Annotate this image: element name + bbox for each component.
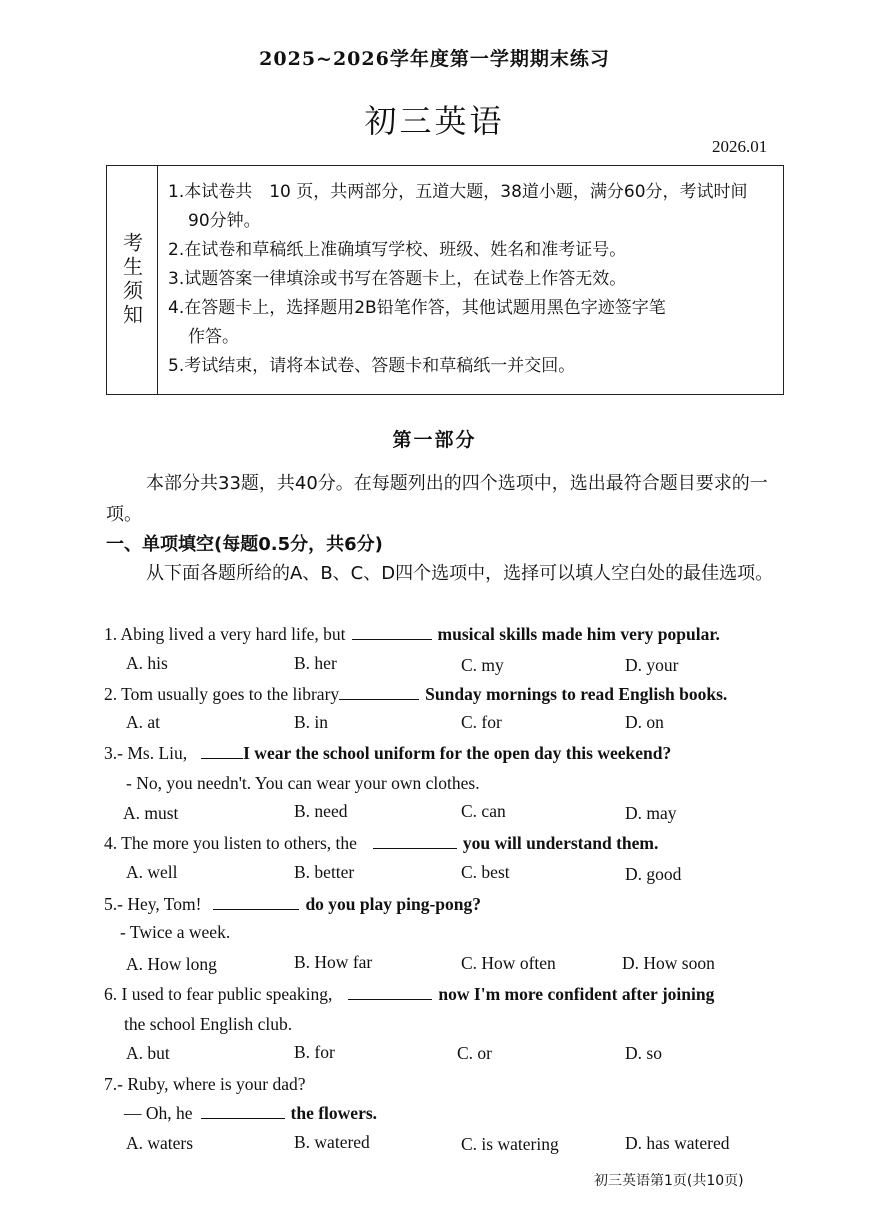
q5-option-d: D. How soon bbox=[622, 953, 715, 973]
part-intro: 本部分共33题，共40分。在每题列出的四个选项中，选出最符合题目要求的一项。 bbox=[106, 473, 768, 525]
notice-items bbox=[158, 166, 783, 394]
candidate-notice-box bbox=[106, 165, 784, 395]
answer-blank bbox=[352, 638, 432, 640]
answer-blank bbox=[213, 908, 299, 910]
question-3: 3.- Ms. Liu, I wear the school uniform for the open day this weekend? bbox=[104, 743, 672, 763]
q6-option-a: A. but bbox=[126, 1043, 170, 1063]
question-5-response: - Twice a week. bbox=[120, 922, 231, 942]
q5-option-c: C. How often bbox=[461, 953, 556, 973]
question-5: 5.- Hey, Tom! do you play ping-pong? bbox=[104, 894, 482, 914]
q1-option-d: D. your bbox=[625, 655, 679, 675]
q2-option-a: A. at bbox=[126, 712, 161, 732]
q7-option-c: C. is watering bbox=[461, 1134, 559, 1154]
q1-option-b: B. her bbox=[294, 653, 337, 673]
q2-option-c: C. for bbox=[461, 712, 502, 732]
exam-date: 2026.01 bbox=[712, 137, 768, 156]
part-title: 第一部分 bbox=[392, 429, 477, 451]
answer-blank bbox=[201, 1117, 285, 1119]
notice-label-cell bbox=[107, 166, 158, 394]
q5-option-b: B. How far bbox=[294, 952, 373, 972]
q1-option-c: C. my bbox=[461, 655, 504, 675]
q1-option-a: A. his bbox=[126, 653, 168, 673]
q3-option-a: A. must bbox=[123, 803, 179, 823]
q5-option-a: A. How long bbox=[126, 954, 217, 974]
q4-option-b: B. better bbox=[294, 862, 355, 882]
answer-blank bbox=[339, 698, 419, 700]
notice-label: 考生须知 bbox=[119, 232, 144, 328]
q7-option-b: B. watered bbox=[294, 1132, 370, 1152]
q7-option-a: A. waters bbox=[126, 1133, 194, 1153]
answer-blank bbox=[348, 998, 432, 1000]
notice-item-2: 2.在试卷和草稿纸上准确填写学校、班级、姓名和准考证号。 bbox=[168, 240, 627, 260]
q3-option-d: D. may bbox=[625, 803, 677, 823]
question-6: 6. I used to fear public speaking, now I'm more confident after joining bbox=[104, 984, 715, 1004]
q3-option-c: C. can bbox=[461, 801, 506, 821]
notice-item-3: 3.试题答案一律填涂或书写在答题卡上，在试卷上作答无效。 bbox=[168, 269, 627, 289]
question-1: 1. Abing lived a very hard life, but musical skills made him very popular. bbox=[104, 624, 720, 644]
page-footer: 初三英语第1页(共10页) bbox=[594, 1173, 744, 1189]
question-4: 4. The more you listen to others, the you will understand them. bbox=[104, 833, 659, 853]
q2-option-b: B. in bbox=[294, 712, 329, 732]
section-heading: 一、单项填空(每题0.5分，共6分) bbox=[106, 534, 383, 555]
notice-item-4: 4.在答题卡上，选择题用2B铅笔作答，其他试题用黑色字迹签字笔 作答。 bbox=[168, 298, 666, 347]
notice-item-1: 1.本试卷共 10 页，共两部分，五道大题，38道小题，满分60分，考试时间 90分钟。 bbox=[168, 182, 748, 231]
notice-item-5: 5.考试结束，请将本试卷、答题卡和草稿纸一并交回。 bbox=[168, 356, 576, 376]
exam-title: 2025~2026学年度第一学期期末练习 bbox=[259, 48, 610, 70]
q6-option-b: B. for bbox=[294, 1042, 335, 1062]
q4-option-a: A. well bbox=[126, 862, 178, 882]
q4-option-d: D. good bbox=[625, 864, 682, 884]
question-7: 7.- Ruby, where is your dad? bbox=[104, 1074, 306, 1094]
q2-option-d: D. on bbox=[625, 712, 664, 732]
subject-title: 初三英语 bbox=[364, 102, 505, 140]
q6-option-c: C. or bbox=[457, 1043, 492, 1063]
question-7-response: — Oh, he the flowers. bbox=[124, 1103, 378, 1123]
section-instruction: 从下面各题所给的A、B、C、D四个选项中，选择可以填人空白处的最佳选项。 bbox=[146, 563, 774, 584]
q6-option-d: D. so bbox=[625, 1043, 662, 1063]
question-3-response: - No, you needn't. You can wear your own clothes. bbox=[126, 773, 480, 793]
answer-blank bbox=[201, 757, 243, 759]
question-2: 2. Tom usually goes to the library Sunday mornings to read English books. bbox=[104, 684, 728, 704]
q3-option-b: B. need bbox=[294, 801, 348, 821]
question-6-continued: the school English club. bbox=[124, 1014, 293, 1034]
q7-option-d: D. has watered bbox=[625, 1133, 730, 1153]
q4-option-c: C. best bbox=[461, 862, 510, 882]
answer-blank bbox=[373, 847, 457, 849]
